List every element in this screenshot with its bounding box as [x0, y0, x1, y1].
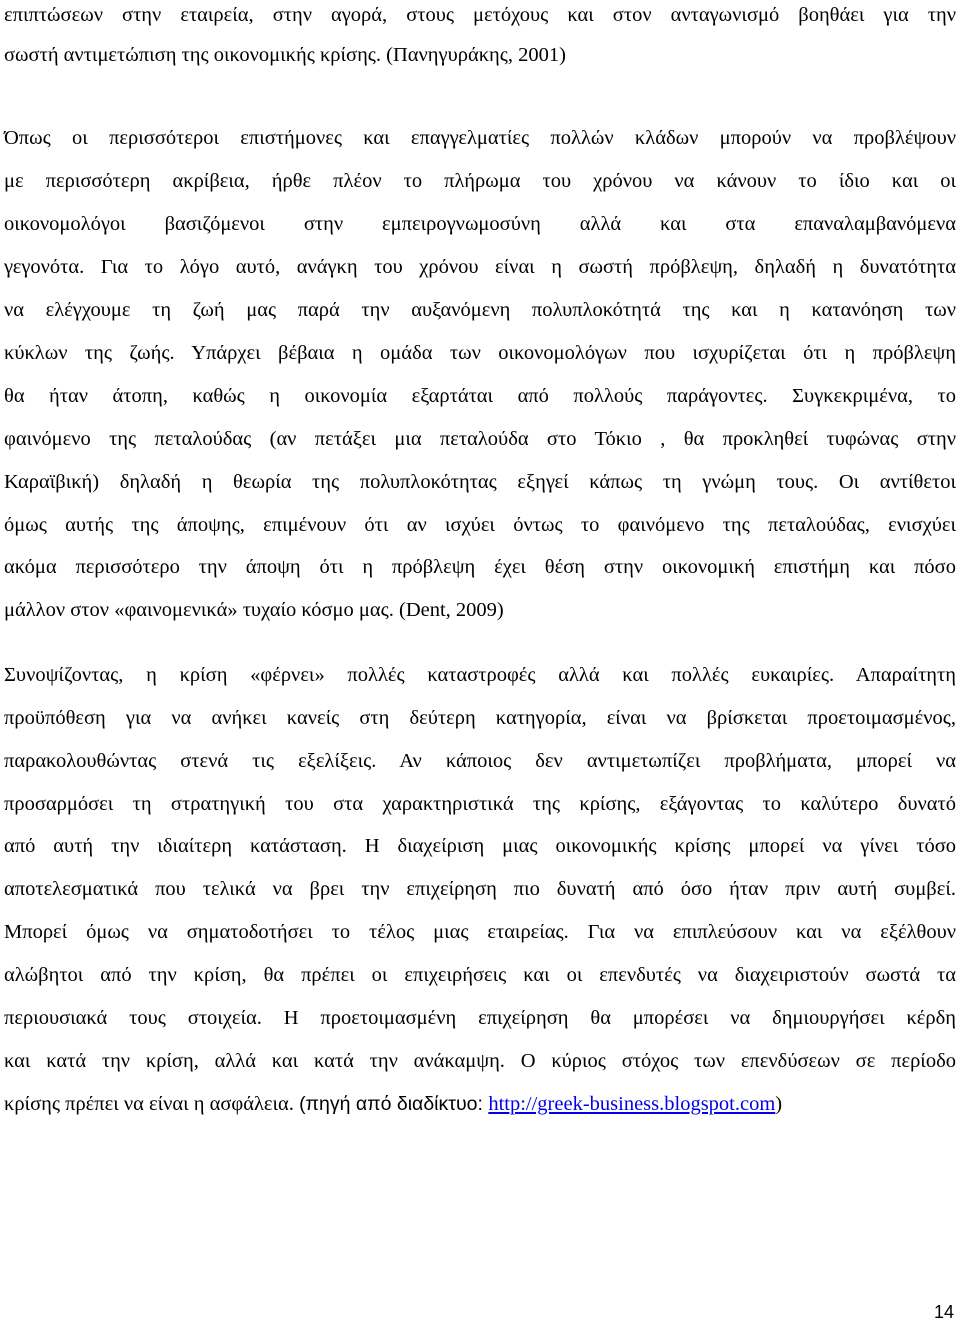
paragraph-3-line-2: προϋπόθεση για να ανήκει κανείς στη δεύτερη κατηγορία, είναι να βρίσκεται προετοιμασμένος,: [4, 707, 956, 729]
paragraph-1-line-1: επιπτώσεων στην εταιρεία, στην αγορά, στους μετόχους και στον ανταγωνισμό βοηθάει για την: [4, 4, 956, 26]
paragraph-2-line-9: Καραϊβική) δηλαδή η θεωρία της πολυπλοκότητας εξηγεί κάπως τη γνώμη τους. Οι αντίθετοι: [4, 471, 956, 493]
paragraph-3-line-11: [4, 1089, 956, 1119]
paragraph-3-line-3: παρακολουθώντας στενά τις εξελίξεις. Αν κάποιος δεν αντιμετωπίζει προβλήματα, μπορεί να: [4, 750, 956, 772]
paragraph-3-line-7: Μπορεί όμως να σηματοδοτήσει το τέλος μιας εταιρείας. Για να επιπλεύσουν και να εξέλθουν: [4, 921, 956, 943]
paragraph-2-line-6: κύκλων της ζωής. Υπάρχει βέβαια η ομάδα των οικονομολόγων που ισχυρίζεται ότι η πρόβλεψη: [4, 342, 956, 364]
final-sentence: κρίσης πρέπει να είναι η ασφάλεια.: [4, 1093, 300, 1115]
paragraph-1-line-2: σωστή αντιμετώπιση της οικονομικής κρίσης. (Πανηγυράκης, 2001): [4, 44, 566, 66]
paragraph-2-line-7: θα ήταν άτοπη, καθώς η οικονομία εξαρτάται από πολλούς παράγοντες. Συγκεκριμένα, το: [4, 385, 956, 407]
paragraph-3-line-6: αποτελεσματικά που τελικά να βρει την επιχείρηση πιο δυνατή από όσο ήταν πριν αυτή συμβεί.: [4, 878, 956, 900]
paragraph-2-line-11: ακόμα περισσότερο την άποψη ότι η πρόβλεψη έχει θέση στην οικονομική επιστήμη και πόσο: [4, 556, 956, 578]
paragraph-2-line-3: οικονομολόγοι βασιζόμενοι στην εμπειρογνωμοσύνη αλλά και στα επαναλαμβανόμενα: [4, 213, 956, 235]
source-suffix: ): [775, 1093, 783, 1115]
paragraph-2-line-10: όμως αυτής της άποψης, επιμένουν ότι αν ισχύει όντως το φαινόμενο της πεταλούδας, ενισχύει: [4, 514, 956, 536]
paragraph-2-line-8: φαινόμενο της πεταλούδας (αν πετάξει μια πεταλούδα στο Τόκιο , θα προκληθεί τυφώνας στην: [4, 428, 956, 450]
paragraph-2-line-2: με περισσότερη ακρίβεια, ήρθε πλέον το πλήρωμα του χρόνου να κάνουν το ίδιο και οι: [4, 170, 956, 192]
paragraph-3-line-9: περιουσιακά τους στοιχεία. Η προετοιμασμένη επιχείρηση θα μπορέσει να δημιουργήσει κέρδη: [4, 1007, 956, 1029]
paragraph-2-line-4: γεγονότα. Για το λόγο αυτό, ανάγκη του χρόνου είναι η σωστή πρόβλεψη, δηλαδή η δυνατότητα: [4, 256, 956, 278]
paragraph-2-line-1: Όπως οι περισσότεροι επιστήμονες και επαγγελματίες πολλών κλάδων μπορούν να προβλέψουν: [4, 127, 956, 149]
source-link[interactable]: http://greek-business.blogspot.com: [488, 1093, 776, 1115]
source-prefix: (πηγή από διαδίκτυο:: [299, 1093, 489, 1115]
paragraph-3-line-8: αλώβητοι από την κρίση, θα πρέπει οι επιχειρήσεις και οι επενδυτές να διαχειριστούν σωστά τα: [4, 964, 956, 986]
paragraph-2-line-5: να ελέγχουμε τη ζωή μας παρά την αυξανόμενη πολυπλοκότητά της και η κατανόηση των: [4, 299, 956, 321]
paragraph-3-line-1: Συνοψίζοντας, η κρίση «φέρνει» πολλές καταστροφές αλλά και πολλές ευκαιρίες. Απαραίτητη: [4, 664, 956, 686]
paragraph-2-line-12: μάλλον στον «φαινομενικά» τυχαίο κόσμο μας. (Dent, 2009): [4, 599, 504, 621]
paragraph-3-line-4: προσαρμόσει τη στρατηγική του στα χαρακτηριστικά της κρίσης, εξάγοντας το καλύτερο δυνατό: [4, 793, 956, 815]
page-number: 14: [933, 1302, 954, 1322]
paragraph-3-line-10: και κατά την κρίση, αλλά και κατά την ανάκαμψη. Ο κύριος στόχος των επενδύσεων σε περίοδο: [4, 1050, 956, 1072]
paragraph-3-line-5: από αυτή την ιδιαίτερη κατάσταση. Η διαχείριση μιας οικονομικής κρίσης μπορεί να γίνει τόσο: [4, 835, 956, 857]
